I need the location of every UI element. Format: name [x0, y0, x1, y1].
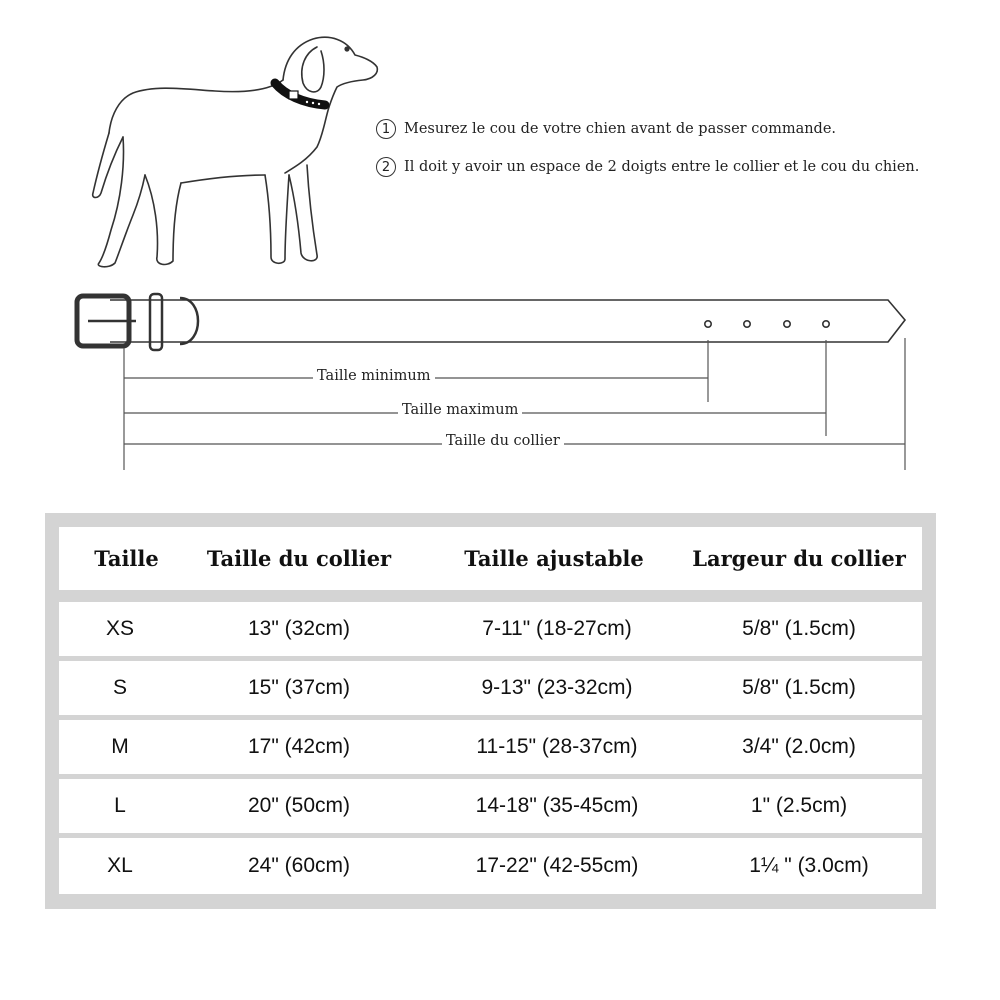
- step-number-icon: 1: [376, 119, 396, 139]
- collar-hole: [784, 321, 790, 327]
- collar-diagram: [0, 280, 1000, 480]
- table-row: [59, 720, 922, 774]
- dog-collar: [275, 83, 325, 105]
- header-adjustable-size: Taille ajustable: [464, 546, 644, 571]
- max-size-label: Taille maximum: [398, 402, 522, 418]
- dog-eye: [345, 47, 349, 51]
- cell-collar-size: 24" (60cm): [248, 854, 350, 877]
- cell-adjustable-size: 7-11" (18-27cm): [482, 617, 632, 640]
- collar-hole: [744, 321, 750, 327]
- table-row: [59, 661, 922, 715]
- cell-size: L: [114, 794, 126, 817]
- header-size: Taille: [94, 546, 159, 571]
- cell-size: S: [112, 676, 127, 699]
- cell-size: XL: [107, 854, 133, 877]
- table-row: [59, 779, 922, 833]
- cell-collar-width: 1" (2.5cm): [750, 794, 848, 817]
- table-header-row: [59, 527, 922, 590]
- header-collar-width: Largeur du collier: [692, 546, 906, 571]
- cell-size: M: [111, 735, 129, 758]
- cell-collar-width: 3/4" (2.0cm): [742, 735, 856, 758]
- collar-hole: [823, 321, 829, 327]
- instruction-text: Mesurez le cou de votre chien avant de passer commande.: [404, 121, 837, 137]
- instruction-2: [376, 157, 919, 177]
- cell-collar-size: 15" (37cm): [248, 676, 350, 699]
- cell-adjustable-size: 14-18" (35-45cm): [475, 794, 639, 817]
- cell-adjustable-size: 11-15" (28-37cm): [476, 735, 638, 758]
- dog-tail: [93, 133, 123, 198]
- instruction-1: [376, 119, 836, 139]
- cell-collar-width: 1¼ " (3.0cm): [749, 854, 869, 877]
- dog-illustration: [85, 25, 385, 275]
- cell-collar-size: 20" (50cm): [248, 794, 350, 817]
- cell-adjustable-size: 9-13" (23-32cm): [481, 676, 633, 699]
- cell-collar-size: 13" (32cm): [248, 617, 350, 640]
- step-number-icon: 2: [376, 157, 396, 177]
- d-ring-icon: [180, 298, 198, 344]
- header-collar-size: Taille du collier: [206, 546, 392, 571]
- cell-size: XS: [105, 617, 134, 640]
- collar-hole: [705, 321, 711, 327]
- min-size-label: Taille minimum: [313, 368, 435, 384]
- table-row: [59, 602, 922, 656]
- cell-collar-size: 17" (42cm): [248, 735, 350, 758]
- cell-collar-width: 5/8" (1.5cm): [742, 676, 856, 699]
- cell-collar-width: 5/8" (1.5cm): [742, 617, 856, 640]
- dog-ear: [302, 47, 324, 92]
- collar-size-label: Taille du collier: [442, 433, 564, 449]
- cell-adjustable-size: 17-22" (42-55cm): [475, 854, 639, 877]
- table-row: [59, 838, 922, 894]
- instruction-text: Il doit y avoir un espace de 2 doigts entre le collier et le cou du chien.: [404, 159, 920, 175]
